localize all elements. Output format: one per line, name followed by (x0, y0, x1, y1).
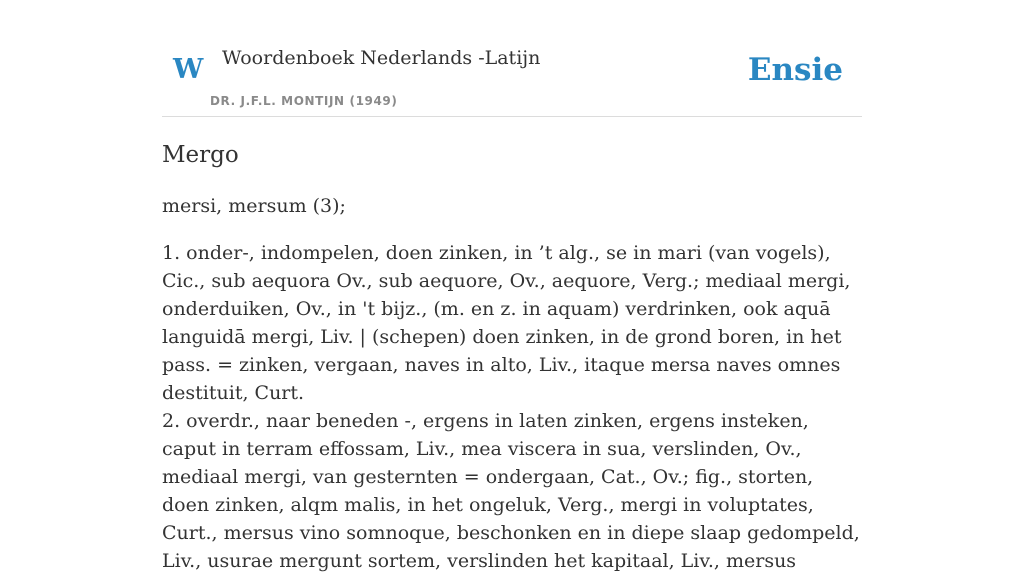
entry-headword: Mergo (162, 142, 239, 168)
entry-definition (162, 239, 864, 575)
entry-grammar: mersi, mersum (3); (162, 195, 346, 217)
definition-sense-1: 1. onder-, indompelen, doen zinken, in ’t alg., se in mari (van vogels), Cic., sub aequora Ov., sub aequore, Ov., aequore, Verg.; mediaal mergi, onderduiken, Ov., in 't bijz., (m. en z. in aquam) verdrinken, ook aquā languidā mergi, Liv. | (schepen) doen zinken, in de grond boren, in het pass. = zinken, vergaan, naves in alto, Liv., itaque mersa naves omnes destituit, Curt. (162, 242, 851, 404)
dictionary-logo-icon[interactable]: W (173, 54, 204, 85)
ensie-logo[interactable]: Ensie (747, 52, 843, 88)
book-author: DR. J.F.L. MONTIJN (1949) (210, 94, 398, 108)
definition-sense-2: 2. overdr., naar beneden -, ergens in laten zinken, ergens insteken, caput in terram effossam, Liv., mea viscera in sua, verslinden, Ov., mediaal mergi, van gesternten = ondergaan, Cat., Ov.; fig., storten, doen zinken, alqm malis, in het ongeluk, Verg., mergi in voluptates, Curt., mersus vino somnoque, beschonken en in diepe slaap gedompeld, Liv., usurae mergunt sortem, verslinden het kapitaal, Liv., mersus (162, 410, 860, 572)
book-title[interactable]: Woordenboek Nederlands -Latijn (222, 47, 541, 69)
site-header (162, 0, 862, 117)
